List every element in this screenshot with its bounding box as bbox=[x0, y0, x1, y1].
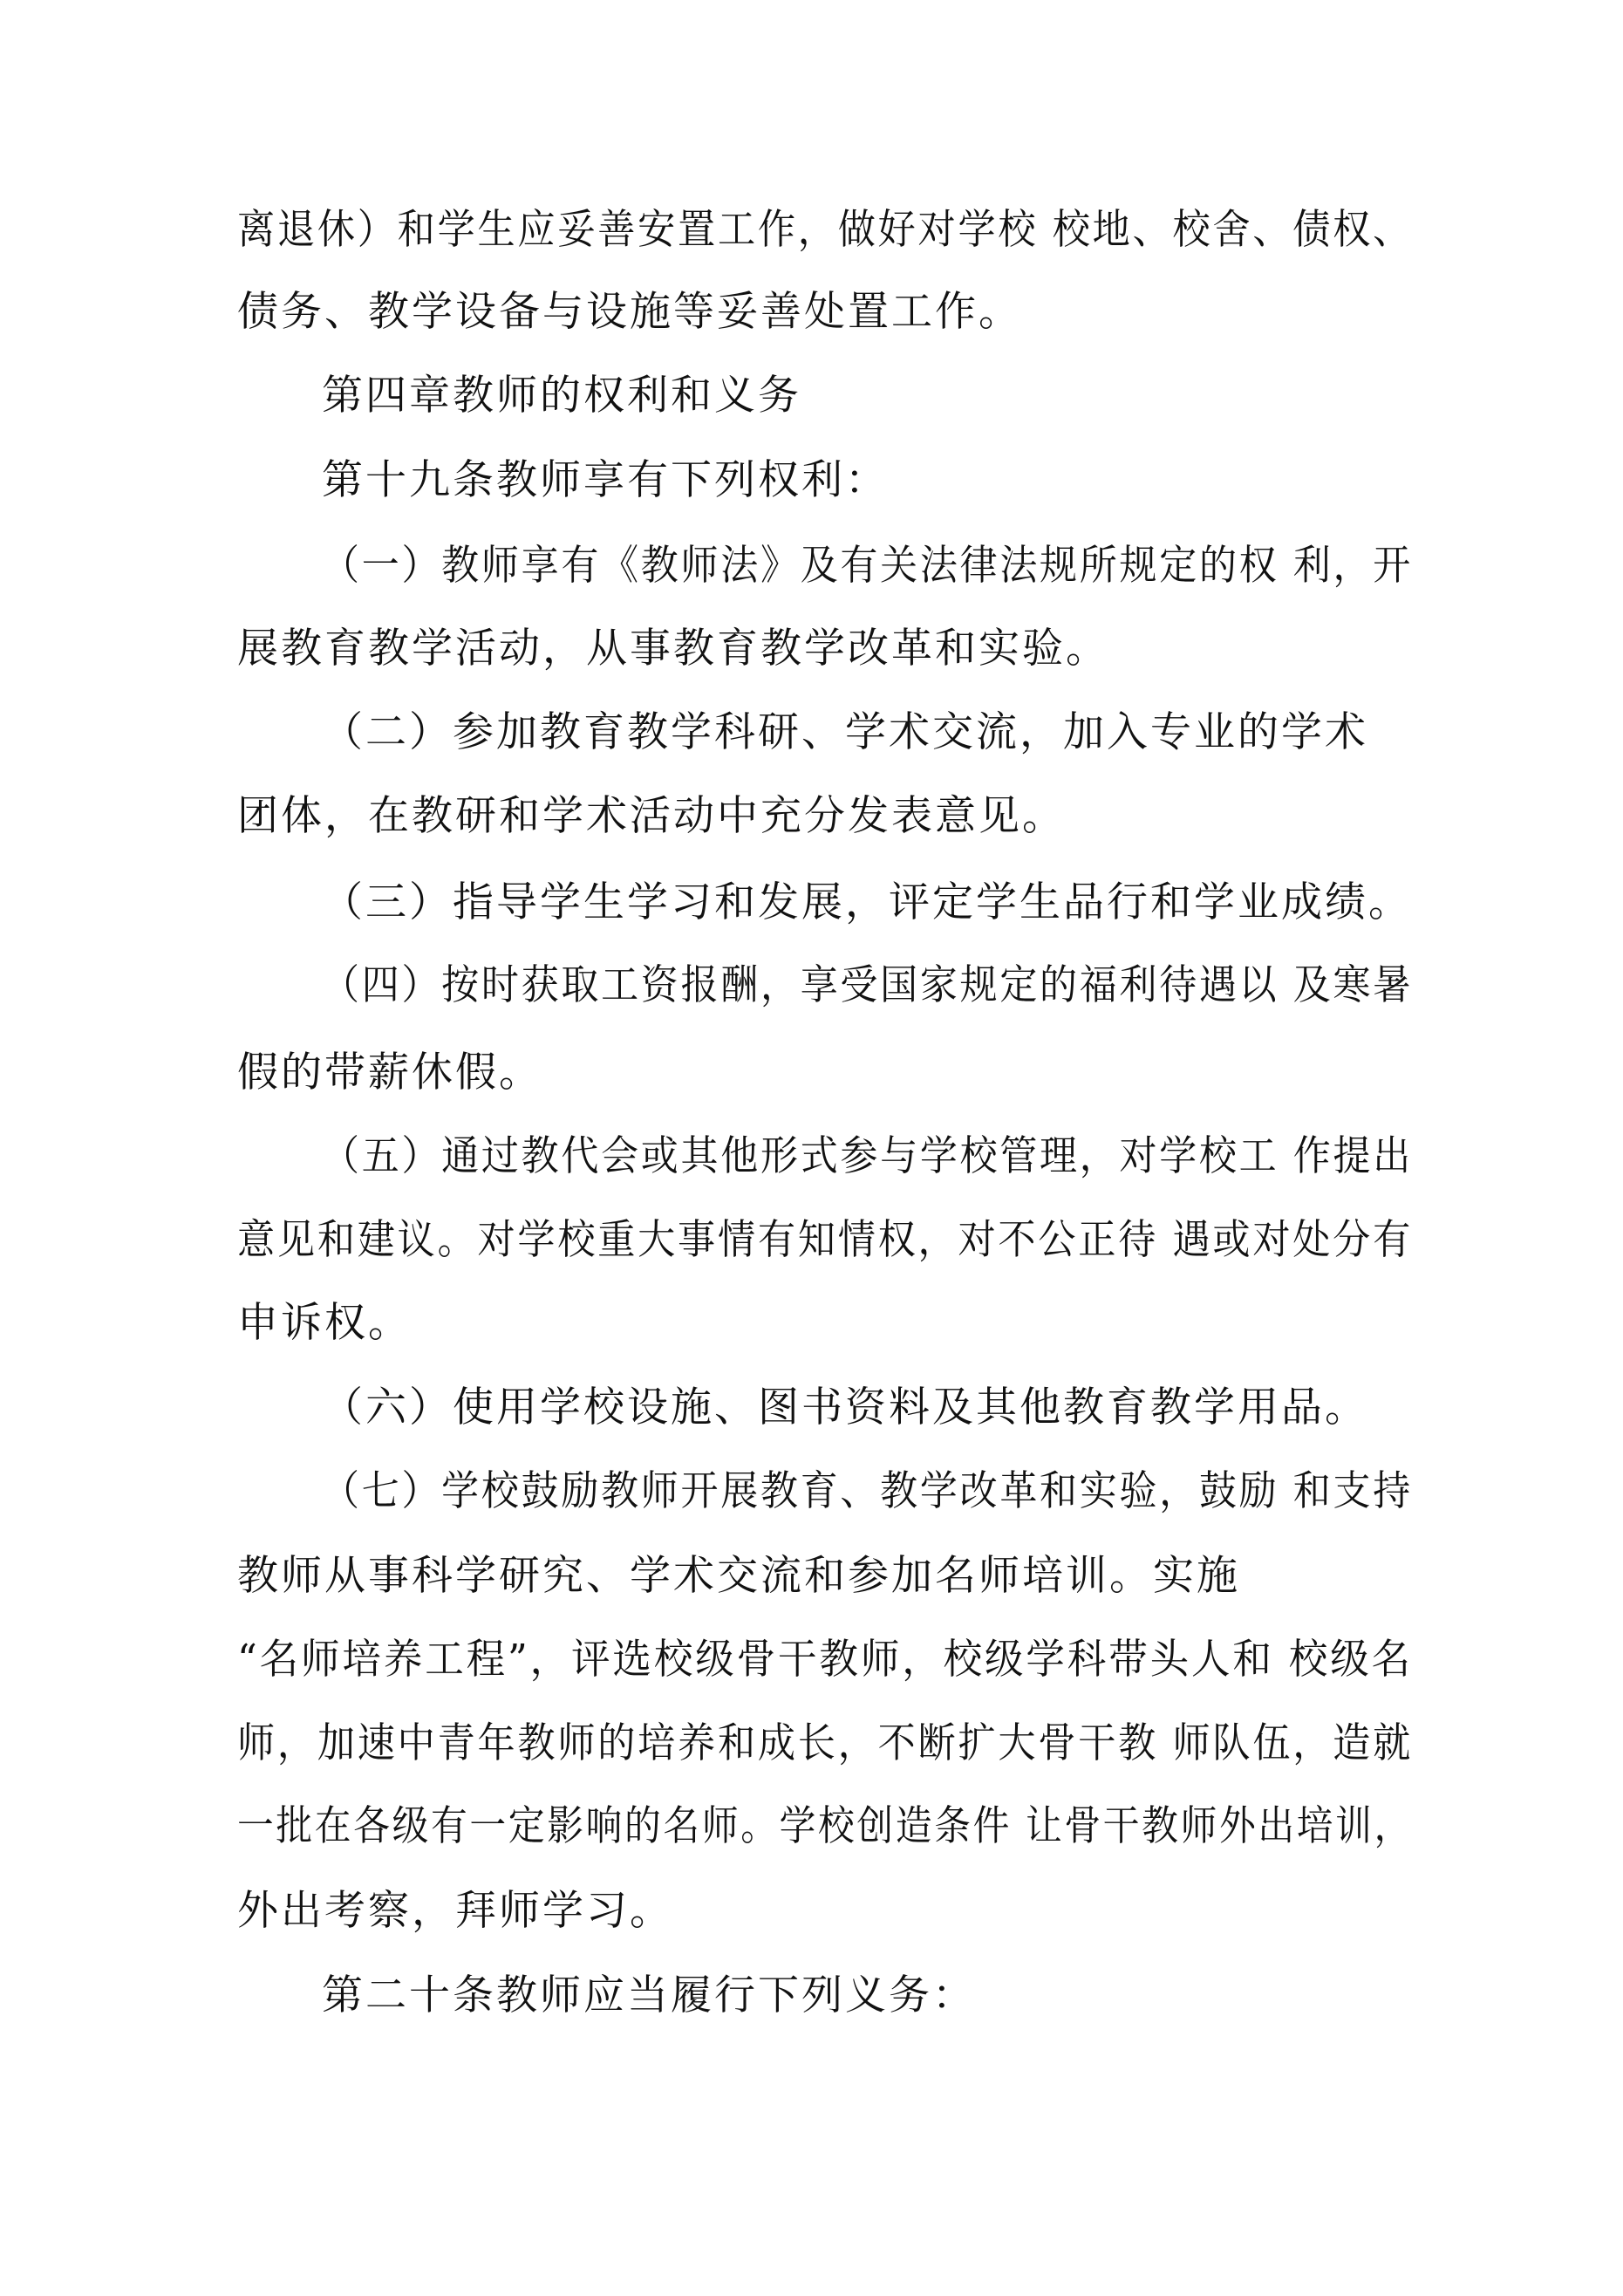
text-line: 展教育教学活动，从事教育教学改革和实验。 bbox=[237, 625, 1109, 673]
text-line: （六）使用学校设施、图书资料及其他教育教学用品。 bbox=[322, 1384, 1368, 1432]
article-heading: 第二十条教师应当履行下列义务： bbox=[322, 1971, 976, 2019]
text-line: 离退休）和学生应妥善安置工作，做好对学校 校地、校舍、债权、 bbox=[237, 206, 1413, 254]
text-line: 师，加速中青年教师的培养和成长，不断扩大骨干教 师队伍，造就 bbox=[237, 1719, 1413, 1767]
text-line: 团体，在教研和学术活动中充分发表意见。 bbox=[237, 792, 1066, 840]
text-line: 假的带薪休假。 bbox=[237, 1049, 542, 1097]
text-line: 教师从事科学研究、学术交流和参加名师培训。实施 bbox=[237, 1552, 1240, 1600]
text-line: 外出考察，拜师学习。 bbox=[237, 1887, 673, 1935]
chapter-heading: 第四章教师的权利和义务 bbox=[322, 372, 801, 420]
text-line: 一批在各级有一定影响的名师。学校创造条件 让骨干教师外出培训， bbox=[237, 1802, 1413, 1850]
text-line: （三）指导学生学习和发展，评定学生品行和学业成绩。 bbox=[322, 878, 1412, 926]
article-heading: 第十九条教师享有下列权利： bbox=[322, 456, 889, 504]
text-line: （五）通过教代会或其他形式参与学校管理，对学校工 作提出 bbox=[322, 1132, 1413, 1180]
text-line: （二）参加教育教学科研、学术交流，加入专业的学术 bbox=[322, 708, 1368, 756]
text-line: （七）学校鼓励教师开展教育、教学改革和实验，鼓励 和支持 bbox=[322, 1467, 1413, 1515]
text-line: 意见和建议。对学校重大事情有知情权，对不公正待 遇或对处分有 bbox=[237, 1216, 1413, 1264]
text-line: “名师培养工程”，评选校级骨干教师，校级学科带头人和 校级名 bbox=[237, 1636, 1413, 1684]
text-line: （四）按时获取工资报酬，享受国家规定的福利待遇以 及寒暑 bbox=[322, 961, 1413, 1009]
text-line: 申诉权。 bbox=[237, 1299, 412, 1347]
text-line: （一）教师享有《教师法》及有关法律法规所规定的权 利，开 bbox=[322, 542, 1413, 590]
text-line: 债务、教学设备与设施等妥善处置工作。 bbox=[237, 288, 1022, 336]
